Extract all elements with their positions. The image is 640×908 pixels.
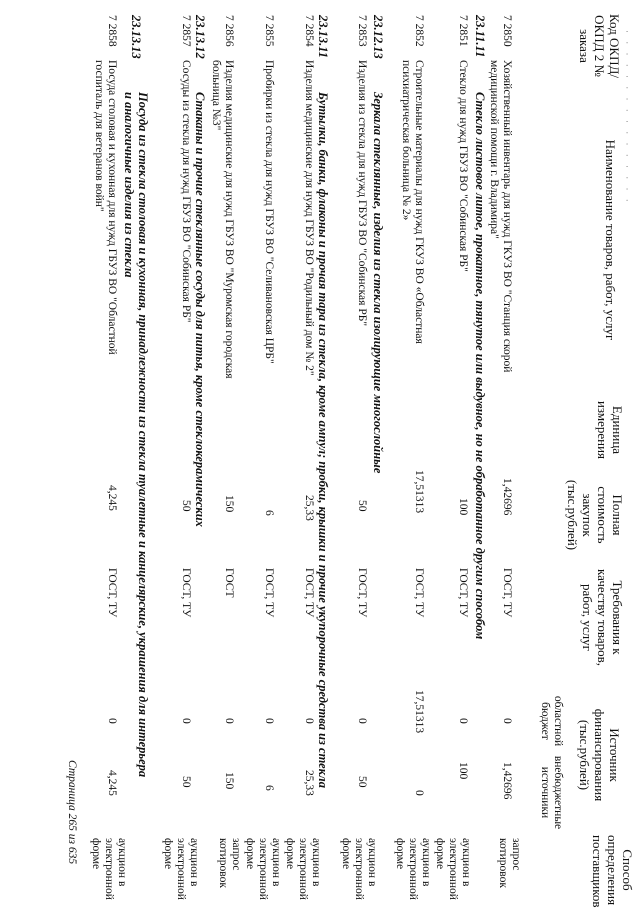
- group-title: Стаканы и прочие стеклянные сосуды для питья, кроме стеклокерамических: [193, 92, 207, 527]
- row-extra: 1,42696: [501, 762, 513, 800]
- row-method: аукцион в электронной форме: [284, 838, 322, 900]
- row-extra: 50: [180, 776, 192, 788]
- row-number: 7 2854: [303, 15, 315, 47]
- row-number: 7 2856: [223, 15, 235, 47]
- row-extra: 25,33: [303, 770, 315, 796]
- group-title: Посуда из стекла столовая и кухонная, принадлежности из стекла туалетные и канцелярские, украшения для интерьера и аналогичные изделия из стекла: [122, 92, 150, 778]
- row-total: 1,42696: [501, 478, 513, 516]
- row-name: Стекло для нужд ГБУЗ ВО "Собинская РБ": [457, 60, 469, 272]
- row-name: Хозяйственный инвентарь для нужд ГКУЗ ВО "Станция скорой медицинской помощи г. Владимира": [488, 60, 513, 373]
- row-method: запрос котировок: [497, 838, 522, 888]
- header-total: Полная стоимость закупок (тыс.рублей): [565, 479, 625, 551]
- row-total: 100: [457, 498, 469, 516]
- header-funding: Источник финансирования (тыс.рублей): [577, 708, 622, 802]
- row-name: Посуда столовая и кухонная для нужд ГБУЗ ВО "Областной госпиталь для ветеранов войн": [93, 60, 118, 355]
- row-total: 6: [263, 510, 275, 516]
- group-code: 23.13.12: [193, 15, 207, 59]
- header-code: Код ОКПД/ ОКПД 2 № заказа: [577, 14, 622, 78]
- row-requirements: ГОСТ, ТУ: [413, 568, 425, 618]
- row-extra: 4,245: [106, 770, 118, 796]
- row-extra: 150: [223, 772, 235, 790]
- row-budget: 0: [457, 718, 469, 724]
- row-requirements: ГОСТ, ТУ: [180, 568, 192, 618]
- group-code: 23.13.13: [129, 15, 143, 59]
- row-requirements: ГОСТ, ТУ: [263, 568, 275, 618]
- row-method: аукцион в электронной форме: [244, 838, 282, 900]
- header-extra: внебюджетные источники: [539, 755, 564, 830]
- row-name: Изделия медицинские для нужд ГБУЗ ВО "Муромская городская больница №3": [210, 60, 235, 379]
- row-number: 7 2851: [457, 15, 469, 47]
- row-requirements: ГОСТ, ТУ: [106, 568, 118, 618]
- row-number: 7 2857: [180, 15, 192, 47]
- row-budget: 17,51313: [413, 690, 425, 734]
- row-method: аукцион в электронной форме: [162, 838, 200, 900]
- row-method: аукцион в электронной форме: [340, 838, 378, 900]
- row-number: 7 2850: [501, 15, 513, 47]
- group-title: Бутылки, банки, флаконы и прочая тара из стекла, кроме ампул; пробки, крышки и прочие укупорочные средства из стекла: [316, 92, 330, 788]
- row-budget: 0: [356, 718, 368, 724]
- row-budget: 0: [180, 718, 192, 724]
- row-name: Изделия из стекла для нужд ГБУЗ ВО "Собинская РБ": [356, 60, 368, 327]
- row-number: 7 2852: [413, 15, 425, 47]
- row-name: Сосуды из стекла для нужд ГБУЗ ВО "Собинская РБ": [180, 60, 192, 323]
- row-method: запрос котировок: [217, 838, 242, 888]
- row-method: аукцион в электронной форме: [394, 838, 432, 900]
- row-extra: 50: [356, 776, 368, 788]
- row-requirements: ГОСТ, ТУ: [303, 568, 315, 618]
- header-requirements: Требования к качеству товаров, работ, услуг: [580, 568, 625, 667]
- row-extra: 6: [263, 785, 275, 791]
- row-requirements: ГОСТ, ТУ: [457, 568, 469, 618]
- row-method: аукцион в электронной форме: [434, 838, 472, 900]
- row-requirements: ГОСТ, ТУ: [501, 568, 513, 618]
- row-number: 7 2853: [356, 15, 368, 47]
- row-total: 17,51313: [413, 470, 425, 514]
- row-budget: 0: [303, 718, 315, 724]
- row-budget: 0: [263, 718, 275, 724]
- header-budget: областной бюджет: [539, 695, 564, 747]
- row-method: аукцион в электронной форме: [90, 838, 128, 900]
- row-total: 4,245: [106, 485, 118, 511]
- row-requirements: ГОСТ: [223, 568, 235, 598]
- row-total: 150: [223, 495, 235, 513]
- group-code: 23.13.11: [316, 15, 330, 59]
- row-total: 50: [356, 500, 368, 512]
- group-code: 23.12.13: [371, 15, 385, 59]
- row-extra: 0: [413, 790, 425, 796]
- header-name: Наименование товаров, работ, услуг: [603, 139, 618, 341]
- row-number: 7 2858: [106, 15, 118, 47]
- row-name: Пробирки из стекла для нужд ГБУЗ ВО "Селивановская ЦРБ": [263, 60, 275, 364]
- row-number: 7 2855: [263, 15, 275, 47]
- header-method: Способ определения поставщиков: [590, 835, 635, 908]
- row-total: 50: [180, 500, 192, 512]
- row-budget: 0: [223, 718, 235, 724]
- row-name: Строительные материалы для нужд ГКУЗ ВО «Областная психиатрическая больница № 2»: [400, 60, 425, 344]
- header-unit: Единица измерения: [595, 400, 625, 460]
- group-title: Зеркала стеклянные, изделия из стекла изолирующие многослойные: [371, 92, 385, 474]
- row-name: Изделия медицинские для нужд ГБУЗ ВО "Родильный дом № 2": [303, 60, 315, 376]
- row-requirements: ГОСТ, ТУ: [356, 568, 368, 618]
- row-budget: 0: [501, 718, 513, 724]
- row-extra: 100: [457, 762, 469, 780]
- group-title: Стекло листовое литое, прокатное, тянутое или выдувное, но не обработанное другим способом: [473, 92, 487, 640]
- row-total: 25,33: [303, 495, 315, 521]
- scan-noise: · · · · · · · · · · · · · · · ·: [622, 30, 632, 205]
- page-number: Страница 265 из 635: [66, 760, 78, 865]
- row-budget: 0: [106, 718, 118, 724]
- group-code: 23.11.11: [473, 15, 487, 58]
